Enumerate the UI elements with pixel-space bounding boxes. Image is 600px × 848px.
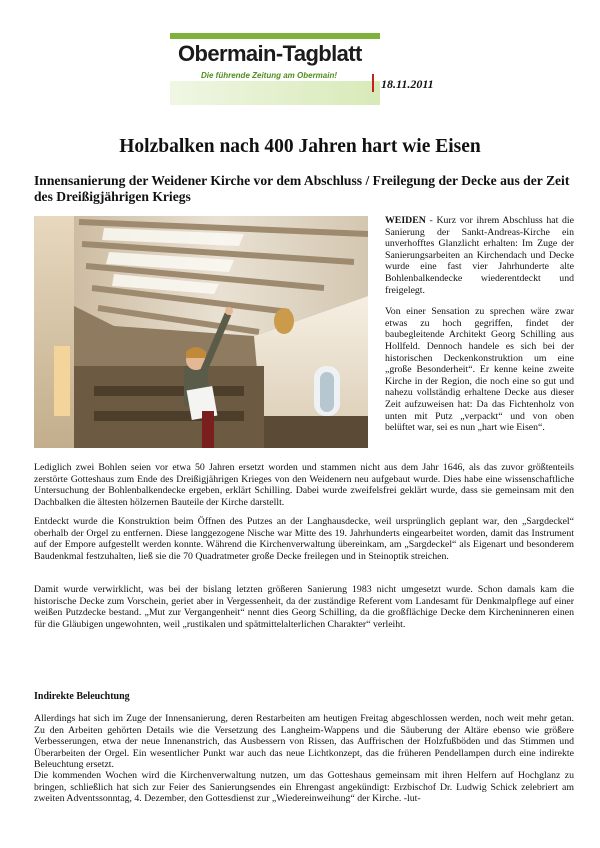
masthead-green-bar: [170, 33, 380, 39]
dateline: WEIDEN: [385, 215, 426, 226]
section-subheading: Indirekte Beleuchtung: [34, 691, 130, 702]
paragraph: Die kommenden Wochen wird die Kirchenverwaltung nutzen, um das Gotteshaus gemeinsam mit ihren Helfern auf Hochglanz zu bringen, schließlich hat sich zur Feier des Sanierungsendes ein Ehrengast angekündigt: Erzbischof Dr. Ludwig Schick zelebriert am zweiten Adventssonntag, 4. Dezember, den Gottesdienst zur „Wiedereinweihung“ der Kirche. -lut-: [34, 770, 574, 805]
masthead-logo: [170, 33, 380, 95]
article-subheadline: Innensanierung der Weidener Kirche vor dem Abschluss / Freilegung der Decke aus der Zeit des Dreißigjährigen Kriegs: [34, 173, 570, 204]
paragraph: Lediglich zwei Bohlen seien vor etwa 50 Jahren ersetzt worden und stammen nicht aus dem Jahr 1646, als das zuvor größtenteils zerstörte Gotteshaus zum Ende des Dreißigjährigen Krieges von den Weidenern neu aufgebaut wurde. Dies habe eine wissenschaftliche Untersuchung der Bohlenbalkendecke ergeben, erklärt Schilling. Dabei wurde zweifelsfrei geklärt wurde, dass sie gemeinsam mit den Dachbalken die ältesten hölzernen Bauteile der Kirche darstellt.: [34, 462, 574, 508]
paragraph: [385, 215, 574, 296]
article-column-right: [385, 215, 574, 444]
paragraph-text: - Kurz vor ihrem Abschluss hat die Sanierung der Sankt-Andreas-Kirche ein unverhofftes Glanzlicht erhalten: Im Zuge der Sanierungsarbeiten an Kirchendach und Decke wurde eine fast vier Jahrhunderte alte Bohlenbalkendecke wiederentdeckt und freigelegt.: [385, 215, 574, 296]
church-ceiling-photo: [34, 216, 368, 448]
masthead-background: [170, 81, 380, 105]
paragraph: Allerdings hat sich im Zuge der Innensanierung, deren Restarbeiten am heutigen Freitag abgeschlossen werden, noch weit mehr getan. Zu den Arbeiten gehörten Details wie die Versetzung des Langheim-Wappens und die Säuberung der Altäre ebenso wie größere Verbesserungen, etwa der neue Innenanstrich, das Ausbessern von Rissen, das Auffrischen der Holzfußböden und das Stimmen und Überarbeiten der Orgel. Ein wesentlicher Punkt war auch das neue Lichtkonzept, das die früheren Pendellampen durch eine indirekte Beleuchtung ersetzt.: [34, 713, 574, 771]
paragraph: Entdeckt wurde die Konstruktion beim Öffnen des Putzes an der Langhausdecke, weil ursprünglich geplant war, den „Sargdeckel“ oberhalb der Orgel zu entfernen. Diese langgezogene Nische war Mitte des 19. Jahrhunderts eingearbeitet worden, damit das Instrument auf der Empore aufgestellt werden konnte. Während die Kirchenverwaltung übereinkam, am „Sargdeckel“ als Eigenart und besonderem Baudenkmal festzuhalten, ließ sie die 70 Quadratmeter große Decke freilegen und in Steinoptik streichen.: [34, 516, 574, 562]
date-separator: [372, 74, 374, 92]
paragraph: Von einer Sensation zu sprechen wäre zwar etwas zu hoch gegriffen, findet der baubegleitende Architekt Georg Schilling aus Hollfeld. Dennoch handele es sich bei der historischen Deckenkonstruktion um eine „große Besonderheit“. Er kenne keine zweite Kirche in der Region, die noch eine so gut und nahezu vollständig erhaltene Decke aus dieser Zeit aufzuweisen hat: Da das Fichtenholz von unten mit Putz „verpackt“ und von oben belüftet war, sei es nun „hart wie Eisen“.: [385, 306, 574, 434]
paragraph: Damit wurde verwirklicht, was bei der bislang letzten größeren Sanierung 1983 nicht umgesetzt wurde. Schon damals kam die historische Decke zum Vorschein, geriet aber in Vergessenheit, da der zuständige Referent vom Landesamt für Denkmalpflege auf einer weißen Putzdecke bestand. „Mut zur Vergangenheit“ nennt dies Georg Schilling, da die großflächige Decke dem Kircheninneren einen für die Gläubigen ungewohnten, weil „rustikalen und spätmittelalterlichen Charakter“ verleiht.: [34, 584, 574, 630]
article-headline: Holzbalken nach 400 Jahren hart wie Eisen: [119, 136, 481, 157]
publication-date: 18.11.2011: [381, 77, 434, 91]
newspaper-name: Obermain-Tagblatt: [178, 41, 362, 66]
newspaper-slogan: Die führende Zeitung am Obermain!: [201, 71, 338, 80]
